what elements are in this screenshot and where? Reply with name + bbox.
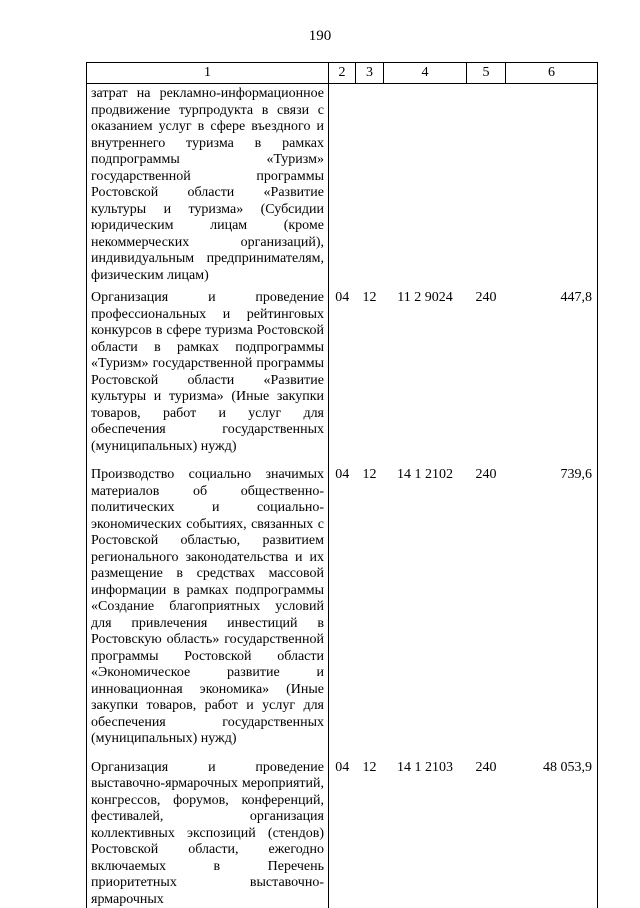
- budget-table: [86, 62, 598, 908]
- table-row: [87, 754, 598, 908]
- table-row: [87, 84, 598, 285]
- target-article-code: 14 1 2103: [384, 754, 467, 908]
- table-header-row: [87, 63, 598, 84]
- expense-type-code: 240: [467, 461, 506, 754]
- amount: 447,8: [506, 284, 598, 461]
- column-header-5: 5: [467, 63, 506, 84]
- amount: 48 053,9: [506, 754, 598, 908]
- section-code: 04: [329, 754, 356, 908]
- subsection-code: [356, 84, 384, 285]
- column-header-2: 2: [329, 63, 356, 84]
- expense-type-code: 240: [467, 754, 506, 908]
- section-code: 04: [329, 461, 356, 754]
- subsection-code: 12: [356, 461, 384, 754]
- column-header-1: 1: [87, 63, 329, 84]
- column-header-3: 3: [356, 63, 384, 84]
- section-code: [329, 84, 356, 285]
- table-row: [87, 461, 598, 754]
- subsection-code: 12: [356, 754, 384, 908]
- expense-type-code: [467, 84, 506, 285]
- target-article-code: 11 2 9024: [384, 284, 467, 461]
- section-code: 04: [329, 284, 356, 461]
- subsection-code: 12: [356, 284, 384, 461]
- amount: 739,6: [506, 461, 598, 754]
- page-number: 190: [0, 28, 640, 45]
- column-header-6: 6: [506, 63, 598, 84]
- target-article-code: [384, 84, 467, 285]
- row-description: затрат на рекламно-информационное продвижение турпродукта в связи с оказанием услуг в сфере въездного и внутреннего туризма в рамках подпрограммы «Туризм» государственной программы Ростовской области «Развитие культуры и туризма» (Субсидии юридическим лицам (кроме некоммерческих организаций), индивидуальным предпринимателям, физическим лицам): [87, 84, 329, 285]
- row-description: Производство социально значимых материалов об общественно-политических и социально-экономических событиях, связанных с Ростовской областью, развитием регионального законодательства и их размещение в средствах массовой информации в рамках подпрограммы «Создание благоприятных условий для привлечения инвестиций в Ростовскую область» государственной программы Ростовской области «Экономическое развитие и инновационная экономика» (Иные закупки товаров, работ и услуг для обеспечения государственных (муниципальных) нужд): [87, 461, 329, 754]
- expense-type-code: 240: [467, 284, 506, 461]
- column-header-4: 4: [384, 63, 467, 84]
- amount: [506, 84, 598, 285]
- table-row: [87, 284, 598, 461]
- row-description: Организация и проведение выставочно-ярмарочных мероприятий, конгрессов, форумов, конференций, фестивалей, организация коллективных экспозиций (стендов) Ростовской области, ежегодно включаемых в Перечень приоритетных выставочно-ярмарочных: [87, 754, 329, 908]
- target-article-code: 14 1 2102: [384, 461, 467, 754]
- row-description: Организация и проведение профессиональных и рейтинговых конкурсов в сфере туризма Ростовской области в рамках подпрограммы «Туризм» государственной программы Ростовской области «Развитие культуры и туризма» (Иные закупки товаров, работ и услуг для обеспечения государственных (муниципальных) нужд): [87, 284, 329, 461]
